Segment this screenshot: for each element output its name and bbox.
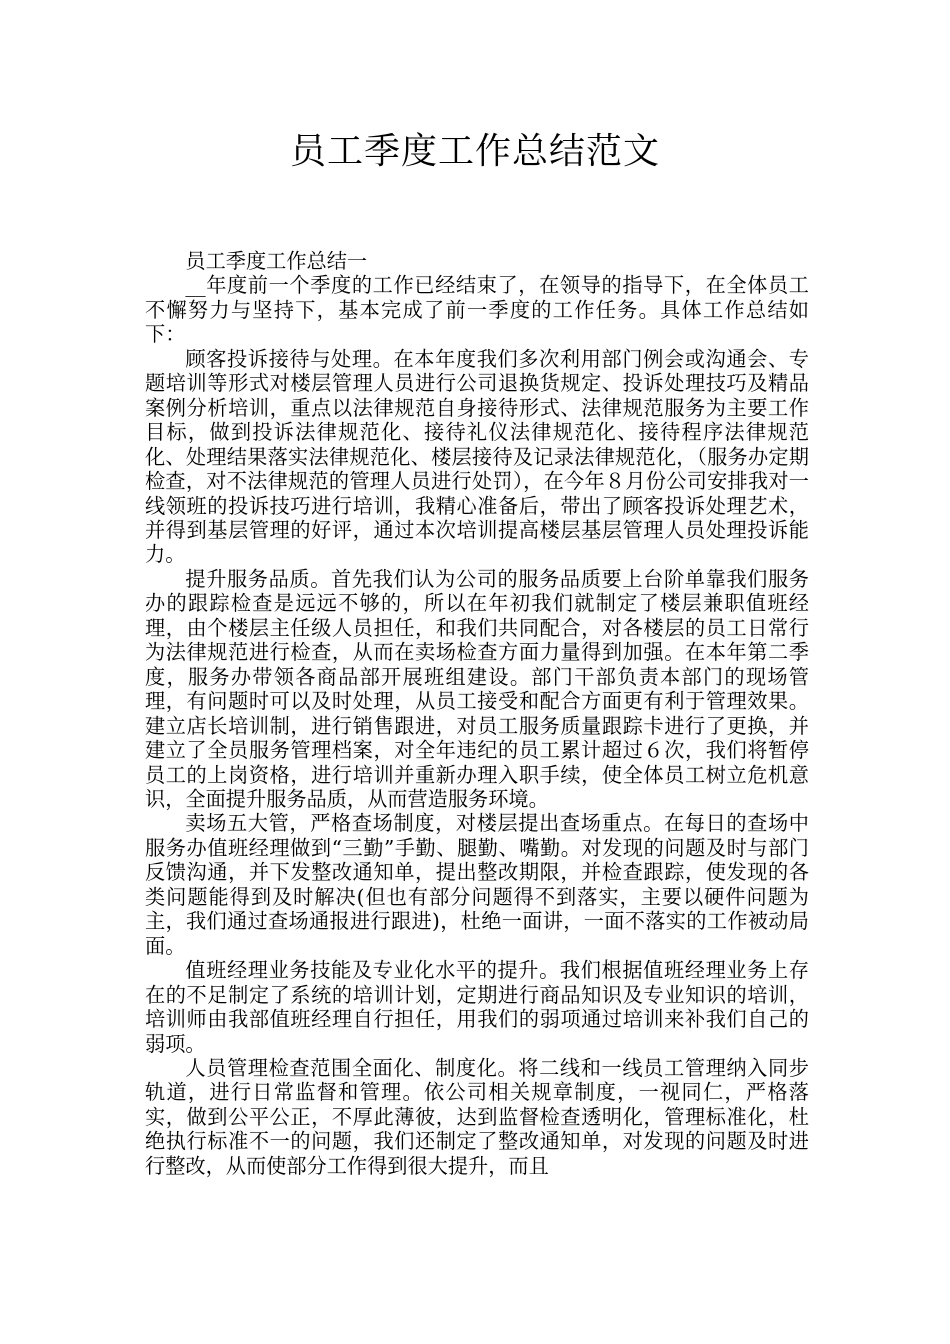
paragraph-manager-skills: 值班经理业务技能及专业化水平的提升。我们根据值班经理业务上存在的不足制定了系统的培训计划，定期进行商品知识及专业知识的培训，培训师由我部值班经理自行担任，用我们的弱项通过培训来补我们自己的弱项。 (145, 958, 809, 1056)
paragraph-floor-inspection: 卖场五大管，严格查场制度，对楼层提出查场重点。在每日的查场中服务办值班经理做到“三勤”手勤、腿勤、嘴勤。对发现的问题及时与部门反馈沟通，并下发整改通知单，提出整改期限，并检查跟踪，使发现的各类问题能得到及时解决(但也有部分问题得不到落实，主要以硬件问题为主，我们通过查场通报进行跟进)，杜绝一面讲，一面不落实的工作被动局面。 (145, 811, 809, 958)
section-heading: 员工季度工作总结一 (185, 249, 368, 273)
paragraph-intro: __年度前一个季度的工作已经结束了，在领导的指导下，在全体员工不懈努力与坚持下，基本完成了前一季度的工作任务。具体工作总结如下： (145, 273, 809, 347)
paragraph-service-quality: 提升服务品质。首先我们认为公司的服务品质要上台阶单靠我们服务办的跟踪检查是远远不够的，所以在年初我们就制定了楼层兼职值班经理，由个楼层主任级人员担任，和我们共同配合，对各楼层的员工日常行为法律规范进行检查，从而在卖场检查方面力量得到加强。在本年第二季度，服务办带领各商品部开展班组建设。部门干部负责本部门的现场管理，有问题时可以及时处理，从员工接受和配合方面更有利于管理效果。建立店长培训制，进行销售跟进，对员工服务质量跟踪卡进行了更换，并建立了全员服务管理档案，对全年违纪的员工累计超过６次，我们将暂停员工的上岗资格，进行培训并重新办理入职手续，使全体员工树立危机意识，全面提升服务品质，从而营造服务环境。 (145, 566, 809, 811)
page-title: 员工季度工作总结范文 (289, 131, 660, 172)
paragraph-staff-management: 人员管理检查范围全面化、制度化。将二线和一线员工管理纳入同步轨道，进行日常监督和管理。依公司相关规章制度，一视同仁，严格落实，做到公平公正，不厚此薄彼，达到监督检查透明化，管理标准化，杜绝执行标准不一的问题，我们还制定了整改通知单，对发现的问题及时进行整改，从而使部分工作得到很大提升，而且 (145, 1055, 809, 1178)
document-body (145, 249, 809, 1178)
paragraph-complaints: 顾客投诉接待与处理。在本年度我们多次利用部门例会或沟通会、专题培训等形式对楼层管理人员进行公司退换货规定、投诉处理技巧及精品案例分析培训，重点以法律规范自身接待形式、法律规范服务为主要工作目标，做到投诉法律规范化、接待礼仪法律规范化、接待程序法律规范化、处理结果落实法律规范化、楼层接待及记录法律规范化，（服务办定期检查，对不法律规范的管理人员进行处罚），在今年８月份公司安排我对一线领班的投诉技巧进行培训，我精心准备后，带出了顾客投诉处理艺术，并得到基层管理的好评，通过本次培训提高楼层基层管理人员处理投诉能力。 (145, 346, 809, 567)
